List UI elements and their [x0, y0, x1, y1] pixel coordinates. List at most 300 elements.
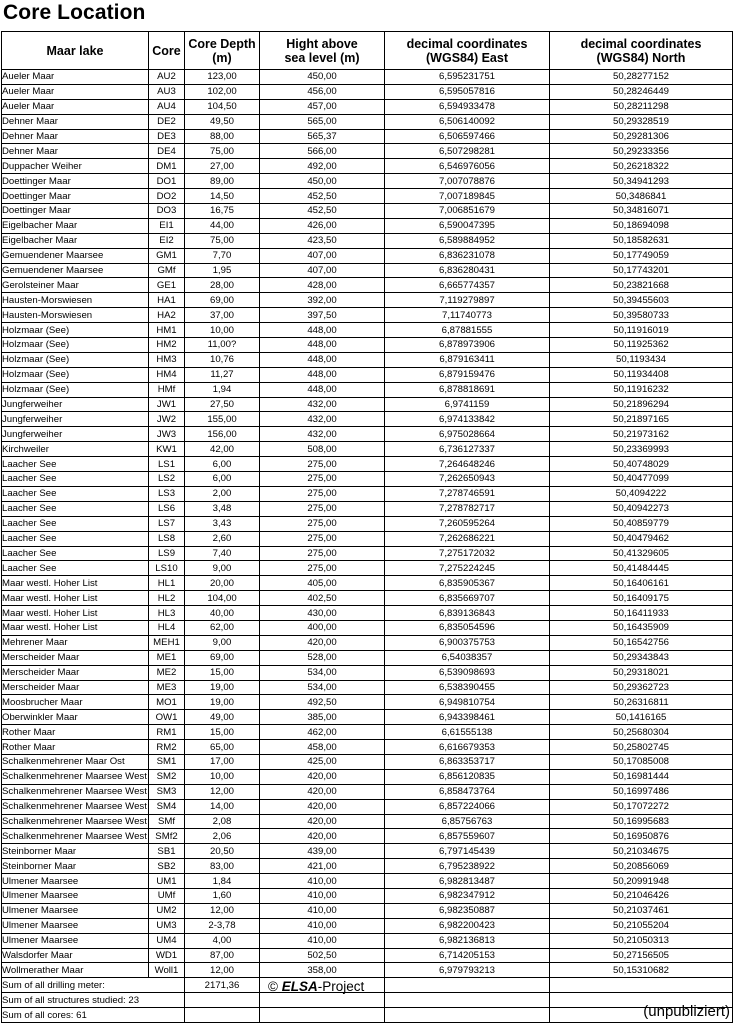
cell-core-depth: 44,00 — [185, 218, 260, 233]
cell-north: 50,20856069 — [550, 859, 733, 874]
copyright-symbol: © — [268, 979, 278, 994]
cell-core: HL3 — [149, 606, 185, 621]
cell-core-depth: 12,00 — [185, 784, 260, 799]
cell-core-depth: 1,84 — [185, 874, 260, 889]
cell-maar-lake: Holzmaar (See) — [2, 338, 149, 353]
cell-core-depth: 75,00 — [185, 144, 260, 159]
table-row — [2, 874, 733, 889]
cell-east: 6,61555138 — [385, 725, 550, 740]
cell-core-depth: 1,95 — [185, 263, 260, 278]
empty-cell — [185, 993, 260, 1008]
cell-maar-lake: Steinborner Maar — [2, 844, 149, 859]
summary-row-cores — [2, 1008, 733, 1023]
cell-core-depth: 2,06 — [185, 829, 260, 844]
cell-height: 397,50 — [260, 308, 385, 323]
cell-north: 50,29318021 — [550, 665, 733, 680]
table-row — [2, 412, 733, 427]
cell-height: 275,00 — [260, 516, 385, 531]
cell-north: 50,29343843 — [550, 650, 733, 665]
cell-north: 50,29233356 — [550, 144, 733, 159]
table-row — [2, 903, 733, 918]
cell-core-depth: 2,00 — [185, 486, 260, 501]
table-row — [2, 189, 733, 204]
cell-maar-lake: Ulmener Maarsee — [2, 888, 149, 903]
table-row — [2, 814, 733, 829]
cell-core: LS8 — [149, 531, 185, 546]
cell-east: 6,795238922 — [385, 859, 550, 874]
cell-height: 275,00 — [260, 457, 385, 472]
cell-maar-lake: Laacher See — [2, 546, 149, 561]
cell-core-depth: 40,00 — [185, 606, 260, 621]
header-maar-lake: Maar lake — [2, 32, 149, 70]
table-row — [2, 561, 733, 576]
cell-east: 6,835669707 — [385, 591, 550, 606]
table-body — [2, 70, 733, 978]
table-row — [2, 695, 733, 710]
cell-maar-lake: Holzmaar (See) — [2, 367, 149, 382]
cell-maar-lake: Schalkenmehrener Maarsee West — [2, 815, 147, 827]
cell-north: 50,28246449 — [550, 84, 733, 99]
cell-height: 410,00 — [260, 874, 385, 889]
cell-north: 50,15310682 — [550, 963, 733, 978]
cell-height: 420,00 — [260, 784, 385, 799]
cell-east: 7,007189845 — [385, 189, 550, 204]
cell-core-depth: 1,94 — [185, 382, 260, 397]
cell-height: 426,00 — [260, 218, 385, 233]
table-row — [2, 442, 733, 457]
header-core: Core — [149, 32, 185, 70]
cell-maar-lake: Dehner Maar — [2, 129, 149, 144]
table-row — [2, 844, 733, 859]
cell-core: UM2 — [149, 903, 185, 918]
empty-cell — [385, 1008, 550, 1023]
cell-east: 6,856120835 — [385, 769, 550, 784]
cell-core: UM1 — [149, 874, 185, 889]
cell-maar-lake: Steinborner Maar — [2, 859, 149, 874]
cell-core: LS9 — [149, 546, 185, 561]
cell-east: 7,119279897 — [385, 293, 550, 308]
cell-core-depth: 17,00 — [185, 754, 260, 769]
cell-core-depth: 88,00 — [185, 129, 260, 144]
cell-maar-lake: Doettinger Maar — [2, 189, 149, 204]
cell-north: 50,1416165 — [550, 710, 733, 725]
cell-maar-lake: Dehner Maar — [2, 144, 149, 159]
table-row — [2, 769, 733, 784]
cell-height: 456,00 — [260, 84, 385, 99]
cell-east: 7,275224245 — [385, 561, 550, 576]
cell-core: HA2 — [149, 308, 185, 323]
cell-core: HL2 — [149, 591, 185, 606]
copyright-suffix: -Project — [317, 979, 365, 994]
cell-maar-lake: Moosbrucher Maar — [2, 695, 149, 710]
cell-maar-lake: Rother Maar — [2, 725, 149, 740]
cell-core: UM4 — [149, 933, 185, 948]
cell-north: 50,34941293 — [550, 174, 733, 189]
cell-core: HL1 — [149, 576, 185, 591]
cell-north: 50,16995683 — [550, 814, 733, 829]
cell-height: 420,00 — [260, 635, 385, 650]
copyright-notice — [268, 978, 364, 996]
cell-east: 7,275172032 — [385, 546, 550, 561]
table-row — [2, 531, 733, 546]
cell-core: SM2 — [149, 769, 185, 784]
cell-east: 6,836280431 — [385, 263, 550, 278]
cell-maar-lake: Doettinger Maar — [2, 174, 149, 189]
cell-height: 400,00 — [260, 620, 385, 635]
cell-east: 6,836231078 — [385, 248, 550, 263]
cell-core-depth: 11,27 — [185, 367, 260, 382]
cell-core: SB2 — [149, 859, 185, 874]
cell-core-depth: 87,00 — [185, 948, 260, 963]
cell-maar-lake: Ulmener Maarsee — [2, 903, 149, 918]
cell-maar-lake: Oberwinkler Maar — [2, 710, 149, 725]
cell-maar-lake: Laacher See — [2, 457, 149, 472]
table-row — [2, 129, 733, 144]
cell-core: JW3 — [149, 427, 185, 442]
cell-core-depth: 4,00 — [185, 933, 260, 948]
table-row — [2, 174, 733, 189]
empty-cell — [185, 1008, 260, 1023]
cell-north: 50,16406161 — [550, 576, 733, 591]
cell-height: 410,00 — [260, 903, 385, 918]
cell-maar-lake: Laacher See — [2, 472, 149, 487]
table-row — [2, 99, 733, 114]
table-row — [2, 367, 733, 382]
header-east: decimal coordinates (WGS84) East — [385, 32, 550, 70]
cell-core-depth: 9,00 — [185, 635, 260, 650]
cell-east: 6,714205153 — [385, 948, 550, 963]
table-row — [2, 323, 733, 338]
cell-height: 452,50 — [260, 204, 385, 219]
table-row — [2, 501, 733, 516]
table-row — [2, 278, 733, 293]
cell-maar-lake: Holzmaar (See) — [2, 352, 149, 367]
cell-north: 50,16950876 — [550, 829, 733, 844]
cell-east: 6,835054596 — [385, 620, 550, 635]
cell-north: 50,16542756 — [550, 635, 733, 650]
cell-core: DO1 — [149, 174, 185, 189]
empty-cell — [550, 978, 733, 993]
cell-core-depth: 6,00 — [185, 472, 260, 487]
cell-height: 420,00 — [260, 799, 385, 814]
cell-east: 6,835905367 — [385, 576, 550, 591]
cell-maar-lake: Ulmener Maarsee — [2, 874, 149, 889]
cell-core-depth: 14,50 — [185, 189, 260, 204]
table-row — [2, 516, 733, 531]
cell-core-depth: 20,50 — [185, 844, 260, 859]
cell-height: 432,00 — [260, 412, 385, 427]
cell-core: LS3 — [149, 486, 185, 501]
cell-core-depth: 42,00 — [185, 442, 260, 457]
cell-core: HM1 — [149, 323, 185, 338]
table-row — [2, 84, 733, 99]
cell-maar-lake: Hausten-Morswiesen — [2, 293, 149, 308]
cell-core-depth: 3,48 — [185, 501, 260, 516]
cell-core: RM2 — [149, 740, 185, 755]
core-location-table — [1, 31, 733, 1023]
table-row — [2, 859, 733, 874]
cell-maar-lake: Walsdorfer Maar — [2, 948, 149, 963]
cell-height: 358,00 — [260, 963, 385, 978]
table-row — [2, 218, 733, 233]
cell-maar-lake: Jungferweiher — [2, 397, 149, 412]
cell-north: 50,16997486 — [550, 784, 733, 799]
cell-north: 50,25802745 — [550, 740, 733, 755]
header-row — [2, 32, 733, 70]
cell-east: 6,878818691 — [385, 382, 550, 397]
cell-east: 6,878973906 — [385, 338, 550, 353]
header-height: Hight above sea level (m) — [260, 32, 385, 70]
cell-east: 7,260595264 — [385, 516, 550, 531]
cell-north: 50,21973162 — [550, 427, 733, 442]
cell-north: 50,41329605 — [550, 546, 733, 561]
cell-east: 6,863353717 — [385, 754, 550, 769]
cell-core: LS10 — [149, 561, 185, 576]
cell-maar-lake: Mehrener Maar — [2, 635, 149, 650]
cell-maar-lake: Ulmener Maarsee — [2, 918, 149, 933]
cell-north: 50,21037461 — [550, 903, 733, 918]
cell-height: 492,00 — [260, 159, 385, 174]
cell-height: 402,50 — [260, 591, 385, 606]
cell-core: Woll1 — [149, 963, 185, 978]
cell-maar-lake: Laacher See — [2, 561, 149, 576]
cell-core-depth: 1,60 — [185, 888, 260, 903]
cell-north: 50,16981444 — [550, 769, 733, 784]
cell-core: HL4 — [149, 620, 185, 635]
cell-east: 6,857559607 — [385, 829, 550, 844]
cell-east: 6,594933478 — [385, 99, 550, 114]
cell-east: 6,982200423 — [385, 918, 550, 933]
cell-height: 450,00 — [260, 174, 385, 189]
table-row — [2, 114, 733, 129]
table-row — [2, 472, 733, 487]
cell-core: MEH1 — [149, 635, 185, 650]
table-row — [2, 382, 733, 397]
cell-height: 448,00 — [260, 367, 385, 382]
cell-east: 6,943398461 — [385, 710, 550, 725]
cell-core: JW1 — [149, 397, 185, 412]
table-row — [2, 784, 733, 799]
cell-maar-lake: Eigelbacher Maar — [2, 233, 149, 248]
cell-core-depth: 16,75 — [185, 204, 260, 219]
cell-height: 492,50 — [260, 695, 385, 710]
cell-maar-lake: Laacher See — [2, 531, 149, 546]
cell-east: 6,9741159 — [385, 397, 550, 412]
cell-height: 439,00 — [260, 844, 385, 859]
table-row — [2, 248, 733, 263]
cell-core-depth: 27,00 — [185, 159, 260, 174]
cell-height: 428,00 — [260, 278, 385, 293]
cell-maar-lake: Merscheider Maar — [2, 650, 149, 665]
cell-maar-lake: Aueler Maar — [2, 99, 149, 114]
table-row — [2, 308, 733, 323]
cell-east: 6,589884952 — [385, 233, 550, 248]
table-row — [2, 204, 733, 219]
cell-core: OW1 — [149, 710, 185, 725]
cell-north: 50,11934408 — [550, 367, 733, 382]
cell-core-depth: 3,43 — [185, 516, 260, 531]
cell-height: 534,00 — [260, 680, 385, 695]
cell-east: 6,507298281 — [385, 144, 550, 159]
cell-height: 275,00 — [260, 486, 385, 501]
cell-east: 6,595231751 — [385, 70, 550, 85]
cell-height: 462,00 — [260, 725, 385, 740]
cell-core-depth: 2,08 — [185, 814, 260, 829]
summary-row-structures — [2, 993, 733, 1008]
cell-height: 275,00 — [260, 472, 385, 487]
cell-core-depth: 102,00 — [185, 84, 260, 99]
cell-east: 6,982136813 — [385, 933, 550, 948]
cell-core: SM4 — [149, 799, 185, 814]
cell-height: 405,00 — [260, 576, 385, 591]
cell-east: 6,982813487 — [385, 874, 550, 889]
cell-core: EI2 — [149, 233, 185, 248]
empty-cell — [260, 1008, 385, 1023]
cell-core: HMf — [149, 382, 185, 397]
summary-row-drilling — [2, 978, 733, 993]
cell-core: DE4 — [149, 144, 185, 159]
cell-height: 566,00 — [260, 144, 385, 159]
cell-core-depth: 15,00 — [185, 725, 260, 740]
cell-core-depth: 75,00 — [185, 233, 260, 248]
empty-cell — [385, 993, 550, 1008]
sum-structures-label: Sum of all structures studied: 23 — [2, 993, 185, 1008]
table-row — [2, 338, 733, 353]
cell-north: 50,17749059 — [550, 248, 733, 263]
cell-maar-lake: Holzmaar (See) — [2, 323, 149, 338]
cell-north: 50,26316811 — [550, 695, 733, 710]
cell-north: 50,17072272 — [550, 799, 733, 814]
cell-height: 448,00 — [260, 338, 385, 353]
cell-east: 6,546976056 — [385, 159, 550, 174]
cell-maar-lake: Rother Maar — [2, 740, 149, 755]
cell-maar-lake: Schalkenmehrener Maarsee West — [2, 830, 147, 842]
cell-height: 420,00 — [260, 814, 385, 829]
table-row — [2, 680, 733, 695]
cell-north: 50,26218322 — [550, 159, 733, 174]
cell-height: 565,00 — [260, 114, 385, 129]
cell-maar-lake: Holzmaar (See) — [2, 382, 149, 397]
table-row — [2, 963, 733, 978]
cell-core-depth: 2-3,78 — [185, 918, 260, 933]
cell-east: 6,736127337 — [385, 442, 550, 457]
cell-north: 50,40748029 — [550, 457, 733, 472]
cell-north: 50,16435909 — [550, 620, 733, 635]
cell-maar-lake: Gemuendener Maarsee — [2, 248, 149, 263]
table-row — [2, 740, 733, 755]
cell-maar-lake: Laacher See — [2, 486, 149, 501]
cell-north: 50,17085008 — [550, 754, 733, 769]
cell-north: 50,18582631 — [550, 233, 733, 248]
cell-north: 50,16409175 — [550, 591, 733, 606]
cell-core: ME2 — [149, 665, 185, 680]
cell-height: 534,00 — [260, 665, 385, 680]
cell-core-depth: 6,00 — [185, 457, 260, 472]
cell-core: GMf — [149, 263, 185, 278]
cell-east: 6,879159476 — [385, 367, 550, 382]
cell-north: 50,39455603 — [550, 293, 733, 308]
cell-maar-lake: Laacher See — [2, 516, 149, 531]
table-row — [2, 457, 733, 472]
cell-core-depth: 28,00 — [185, 278, 260, 293]
cell-core: LS1 — [149, 457, 185, 472]
table-row — [2, 591, 733, 606]
cell-height: 432,00 — [260, 397, 385, 412]
cell-north: 50,21050313 — [550, 933, 733, 948]
cell-maar-lake: Gerolsteiner Maar — [2, 278, 149, 293]
cell-north: 50,39580733 — [550, 308, 733, 323]
cell-core-depth: 155,00 — [185, 412, 260, 427]
cell-core-depth: 15,00 — [185, 665, 260, 680]
cell-east: 7,007078876 — [385, 174, 550, 189]
cell-east: 6,797145439 — [385, 844, 550, 859]
cell-core: HM2 — [149, 338, 185, 353]
cell-core-depth: 49,50 — [185, 114, 260, 129]
cell-north: 50,41484445 — [550, 561, 733, 576]
cell-height: 275,00 — [260, 501, 385, 516]
cell-east: 6,539098693 — [385, 665, 550, 680]
cell-east: 6,85756763 — [385, 814, 550, 829]
cell-north: 50,40479462 — [550, 531, 733, 546]
cell-core: JW2 — [149, 412, 185, 427]
cell-east: 6,974133842 — [385, 412, 550, 427]
cell-east: 6,975028664 — [385, 427, 550, 442]
cell-core: UM3 — [149, 918, 185, 933]
cell-height: 458,00 — [260, 740, 385, 755]
cell-east: 6,54038357 — [385, 650, 550, 665]
cell-north: 50,21896294 — [550, 397, 733, 412]
cell-height: 432,00 — [260, 427, 385, 442]
cell-core: SM1 — [149, 754, 185, 769]
cell-north: 50,25680304 — [550, 725, 733, 740]
cell-north: 50,27156505 — [550, 948, 733, 963]
cell-north: 50,40477099 — [550, 472, 733, 487]
table-row — [2, 352, 733, 367]
header-core-depth: Core Depth (m) — [185, 32, 260, 70]
cell-height: 420,00 — [260, 769, 385, 784]
cell-north: 50,18694098 — [550, 218, 733, 233]
table-row — [2, 233, 733, 248]
table-row — [2, 635, 733, 650]
cell-core-depth: 9,00 — [185, 561, 260, 576]
cell-maar-lake: Schalkenmehrener Maarsee West — [2, 771, 147, 783]
cell-north: 50,29328519 — [550, 114, 733, 129]
cell-core: AU4 — [149, 99, 185, 114]
cell-core: HM3 — [149, 352, 185, 367]
cell-maar-lake: Maar westl. Hoher List — [2, 606, 149, 621]
cell-north: 50,28211298 — [550, 99, 733, 114]
cell-maar-lake: Doettinger Maar — [2, 204, 149, 219]
cell-north: 50,40859779 — [550, 516, 733, 531]
cell-core: UMf — [149, 888, 185, 903]
sum-cores-label: Sum of all cores: 61 — [2, 1008, 185, 1023]
table-row — [2, 263, 733, 278]
cell-core: HA1 — [149, 293, 185, 308]
cell-height: 448,00 — [260, 352, 385, 367]
cell-east: 6,982347912 — [385, 888, 550, 903]
cell-maar-lake: Jungferweiher — [2, 412, 149, 427]
cell-core-depth: 10,00 — [185, 769, 260, 784]
cell-core: SM3 — [149, 784, 185, 799]
cell-north: 50,29362723 — [550, 680, 733, 695]
cell-east: 7,11740773 — [385, 308, 550, 323]
cell-core-depth: 89,00 — [185, 174, 260, 189]
cell-east: 6,538390455 — [385, 680, 550, 695]
cell-height: 275,00 — [260, 531, 385, 546]
cell-maar-lake: Aueler Maar — [2, 84, 149, 99]
cell-north: 50,40942273 — [550, 501, 733, 516]
cell-height: 423,50 — [260, 233, 385, 248]
